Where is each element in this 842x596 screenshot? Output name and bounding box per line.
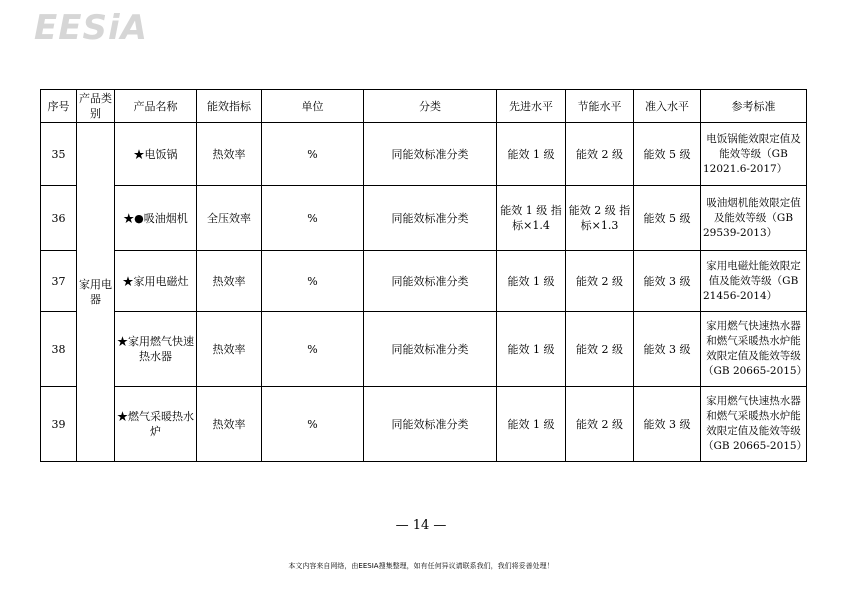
header-unit: 单位 (262, 90, 364, 123)
table-row (41, 387, 807, 462)
header-classify: 分类 (364, 90, 497, 123)
row-advanced: 能效 1 级 指标×1.4 (497, 186, 566, 251)
row-reference: 家用燃气快速热水器和燃气采暖热水炉能效限定值及能效等级（GB 20665-2015） (701, 387, 807, 462)
header-indicator: 能效指标 (197, 90, 262, 123)
row-entry: 能效 5 级 (634, 123, 701, 186)
row-no: 38 (41, 312, 77, 387)
row-reference: 家用燃气快速热水器和燃气采暖热水炉能效限定值及能效等级（GB 20665-2015） (701, 312, 807, 387)
table-header-row (41, 90, 807, 123)
row-no: 36 (41, 186, 77, 251)
row-entry: 能效 3 级 (634, 312, 701, 387)
row-saving: 能效 2 级 (566, 123, 634, 186)
row-reference: 电饭锅能效限定值及能效等级（GB 12021.6-2017） (701, 123, 807, 186)
row-unit: % (262, 186, 364, 251)
energy-efficiency-table (40, 89, 807, 462)
row-indicator: 热效率 (197, 387, 262, 462)
row-unit: % (262, 123, 364, 186)
row-name: ★家用电磁灶 (115, 251, 197, 312)
row-classify: 同能效标准分类 (364, 251, 497, 312)
row-unit: % (262, 387, 364, 462)
row-no: 39 (41, 387, 77, 462)
row-name: ★家用燃气快速热水器 (115, 312, 197, 387)
row-entry: 能效 3 级 (634, 251, 701, 312)
row-unit: % (262, 312, 364, 387)
row-advanced: 能效 1 级 (497, 387, 566, 462)
row-indicator: 热效率 (197, 123, 262, 186)
header-entry: 准入水平 (634, 90, 701, 123)
header-category: 产品类别 (77, 90, 115, 123)
row-advanced: 能效 1 级 (497, 123, 566, 186)
header-no: 序号 (41, 90, 77, 123)
row-name: ★电饭锅 (115, 123, 197, 186)
row-indicator: 热效率 (197, 312, 262, 387)
header-reference: 参考标准 (701, 90, 807, 123)
table-row (41, 312, 807, 387)
page-number: — 14 — (395, 518, 447, 533)
row-entry: 能效 5 级 (634, 186, 701, 251)
row-indicator: 全压效率 (197, 186, 262, 251)
row-no: 37 (41, 251, 77, 312)
row-unit: % (262, 251, 364, 312)
row-name: ★●吸油烟机 (115, 186, 197, 251)
footer-note: 本文内容来自网络，由EESIA搜集整理，如有任何异议请联系我们，我们将妥善处理！ (288, 562, 554, 570)
table-row (41, 123, 807, 186)
row-reference: 家用电磁灶能效限定值及能效等级（GB 21456-2014） (701, 251, 807, 312)
row-advanced: 能效 1 级 (497, 251, 566, 312)
header-saving: 节能水平 (566, 90, 634, 123)
row-classify: 同能效标准分类 (364, 387, 497, 462)
eesia-logo: EESiA (34, 8, 148, 48)
row-saving: 能效 2 级 (566, 251, 634, 312)
row-classify: 同能效标准分类 (364, 312, 497, 387)
row-classify: 同能效标准分类 (364, 123, 497, 186)
table-row (41, 186, 807, 251)
row-saving: 能效 2 级 (566, 387, 634, 462)
header-product-name: 产品名称 (115, 90, 197, 123)
category-cell: 家用电器 (77, 123, 115, 462)
row-advanced: 能效 1 级 (497, 312, 566, 387)
row-saving: 能效 2 级 (566, 312, 634, 387)
row-entry: 能效 3 级 (634, 387, 701, 462)
table-row (41, 251, 807, 312)
row-saving: 能效 2 级 指标×1.3 (566, 186, 634, 251)
row-reference: 吸油烟机能效限定值及能效等级（GB 29539-2013） (701, 186, 807, 251)
row-classify: 同能效标准分类 (364, 186, 497, 251)
row-indicator: 热效率 (197, 251, 262, 312)
row-no: 35 (41, 123, 77, 186)
row-name: ★燃气采暖热水炉 (115, 387, 197, 462)
header-advanced: 先进水平 (497, 90, 566, 123)
